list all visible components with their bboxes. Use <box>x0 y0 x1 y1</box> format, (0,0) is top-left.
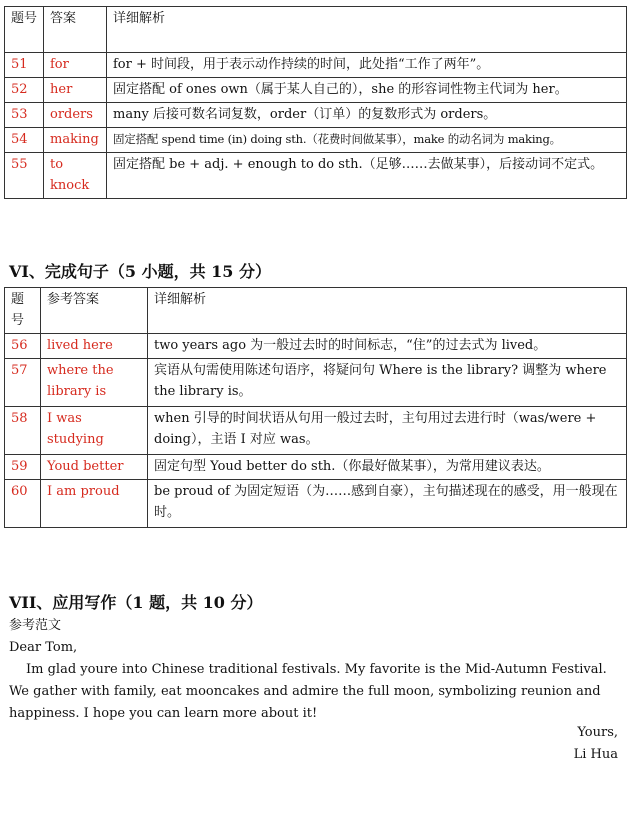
row-num: 52 <box>5 78 44 103</box>
sample-essay-label: 参考范文 <box>9 618 62 633</box>
row-num: 58 <box>5 407 41 455</box>
row-num: 59 <box>5 455 41 480</box>
row-explain: 固定搭配 spend time (in) doing sth.（花费时间做某事），make 的动名词为 making。 <box>107 128 627 153</box>
header-explain: 详细解析 <box>107 7 627 53</box>
table-row <box>5 53 627 78</box>
row-explain: 固定搭配 be + adj. + enough to do sth.（足够……去做某事），后接动词不定式。 <box>107 153 627 199</box>
row-answer: Youd better <box>41 455 148 480</box>
row-answer: I was studying <box>41 407 148 455</box>
letter-closing: Yours, <box>577 725 618 740</box>
header-answer: 参考答案 <box>41 288 148 334</box>
row-explain: 宾语从句需使用陈述句语序，将疑问句 Where is the library? 调整为 where the library is。 <box>148 359 627 407</box>
row-num: 51 <box>5 53 44 78</box>
section-7-title: VII、应用写作（1 题，共 10 分） <box>9 593 263 612</box>
row-answer: lived here <box>41 334 148 359</box>
table-row <box>5 103 627 128</box>
table-row <box>5 334 627 359</box>
row-answer: where the library is <box>41 359 148 407</box>
row-answer: her <box>44 78 107 103</box>
row-num: 57 <box>5 359 41 407</box>
answer-table-51-55 <box>4 6 627 199</box>
row-num: 56 <box>5 334 41 359</box>
table-row <box>5 359 627 407</box>
letter-greeting: Dear Tom, <box>9 640 78 655</box>
table-row <box>5 480 627 528</box>
row-explain: 固定搭配 of ones own（属于某人自己的），she 的形容词性物主代词为 her。 <box>107 78 627 103</box>
row-answer: I am proud <box>41 480 148 528</box>
header-num: 题号 <box>5 7 44 53</box>
row-num: 54 <box>5 128 44 153</box>
row-explain: when 引导的时间状语从句用一般过去时，主句用过去进行时（was/were + doing），主语 I 对应 was。 <box>148 407 627 455</box>
row-answer: for <box>44 53 107 78</box>
header-explain: 详细解析 <box>148 288 627 334</box>
section-6-title: VI、完成句子（5 小题，共 15 分） <box>9 262 272 281</box>
table-header-row <box>5 7 627 53</box>
table-row <box>5 407 627 455</box>
answer-table-56-60 <box>4 287 627 528</box>
table-header-row <box>5 288 627 334</box>
table-row <box>5 128 627 153</box>
table-row <box>5 153 627 199</box>
row-answer: making <box>44 128 107 153</box>
header-num: 题号 <box>5 288 41 334</box>
row-num: 53 <box>5 103 44 128</box>
row-num: 55 <box>5 153 44 199</box>
row-explain: for + 时间段，用于表示动作持续的时间，此处指“工作了两年”。 <box>107 53 627 78</box>
row-num: 60 <box>5 480 41 528</box>
header-answer: 答案 <box>44 7 107 53</box>
letter-body: Im glad youre into Chinese traditional festivals. My favorite is the Mid-Autumn Festival. We gather with family, eat mooncakes and admire the full moon, symbolizing reunion and happiness. I hope you can learn more about it! <box>9 662 607 721</box>
row-explain: 固定句型 Youd better do sth.（你最好做某事），为常用建议表达。 <box>148 455 627 480</box>
row-answer: orders <box>44 103 107 128</box>
row-explain: many 后接可数名词复数，order（订单）的复数形式为 orders。 <box>107 103 627 128</box>
letter-signature: Li Hua <box>573 747 618 762</box>
table-row <box>5 78 627 103</box>
row-answer: to knock <box>44 153 107 199</box>
row-explain: be proud of 为固定短语（为……感到自豪），主句描述现在的感受，用一般现在时。 <box>148 480 627 528</box>
row-explain: two years ago 为一般过去时的时间标志，“住”的过去式为 lived。 <box>148 334 627 359</box>
table-row <box>5 455 627 480</box>
